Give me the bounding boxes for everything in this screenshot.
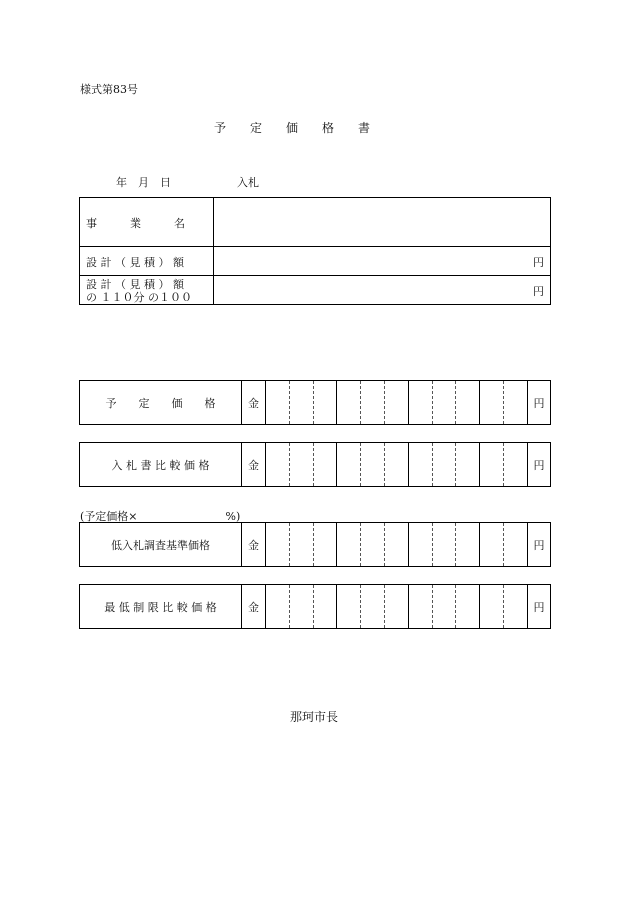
percent-note: (予定価格× %) <box>80 510 241 523</box>
price-box-yen: 円 <box>533 396 545 410</box>
price-box-label: 最 低 制 限 比 較 価 格 <box>80 585 242 628</box>
date-line: 年 月 日 入札 <box>116 176 259 189</box>
digit-cell <box>433 585 457 628</box>
price-box-kin: 金 <box>242 585 266 628</box>
digit-cell <box>480 381 504 424</box>
price-box-yen: 円 <box>533 538 545 552</box>
design-estimate-110-row <box>80 276 550 304</box>
project-name-label-cell <box>80 198 214 246</box>
price-box-yen: 円 <box>533 458 545 472</box>
digit-cell <box>409 585 433 628</box>
digit-cell <box>290 523 314 566</box>
design-estimate-label-cell <box>80 247 214 275</box>
digit-cell <box>504 381 528 424</box>
digit-cell <box>314 523 338 566</box>
digit-cell <box>361 585 385 628</box>
digit-cell <box>314 381 338 424</box>
digit-cell <box>480 523 504 566</box>
digit-cell <box>433 381 457 424</box>
design-estimate-110-label-line2: の １１０分 の１００ <box>86 291 192 304</box>
signer: 那珂市長 <box>290 710 339 724</box>
form-number: 様式第83号 <box>80 83 138 96</box>
digit-cell <box>290 585 314 628</box>
digit-cell <box>480 443 504 486</box>
price-box-kin: 金 <box>242 443 266 486</box>
design-estimate-110-label-line1: 設 計 （ 見 積 ） 額 <box>86 278 184 291</box>
design-estimate-label: 設 計 （ 見 積 ） 額 <box>86 256 184 269</box>
price-box-low-bid-standard <box>79 522 551 567</box>
digit-cell <box>290 381 314 424</box>
digit-cell <box>361 381 385 424</box>
design-estimate-row <box>80 247 550 276</box>
digit-cell <box>409 381 433 424</box>
digit-cell <box>456 523 480 566</box>
digit-cell <box>314 443 338 486</box>
digit-cell <box>266 381 290 424</box>
document-title: 予 定 価 格 書 <box>214 121 371 135</box>
digit-cell <box>504 585 528 628</box>
digit-cell <box>266 443 290 486</box>
digit-cell <box>314 585 338 628</box>
digit-cell <box>337 443 361 486</box>
digit-cell <box>456 443 480 486</box>
digit-cell <box>385 443 409 486</box>
project-name-row <box>80 198 550 247</box>
price-box-kin: 金 <box>242 381 266 424</box>
digit-cell <box>290 443 314 486</box>
digit-cell <box>504 443 528 486</box>
digit-cell <box>385 381 409 424</box>
price-box-label: 入 札 書 比 較 価 格 <box>80 443 242 486</box>
digit-cell <box>409 443 433 486</box>
price-box-label: 予 定 価 格 <box>80 381 242 424</box>
digit-cell <box>433 523 457 566</box>
design-estimate-110-yen: 円 <box>533 285 544 298</box>
price-box-bid-comparison <box>79 442 551 487</box>
price-box-yen: 円 <box>533 600 545 614</box>
digit-cell <box>385 585 409 628</box>
info-table <box>79 197 551 305</box>
digit-cell <box>361 443 385 486</box>
digit-cell <box>409 523 433 566</box>
design-estimate-110-label-cell <box>80 276 214 304</box>
digit-cell <box>456 585 480 628</box>
price-box-label: 低入札調査基準価格 <box>80 523 242 566</box>
design-estimate-yen: 円 <box>533 256 544 269</box>
price-box-kin: 金 <box>242 523 266 566</box>
digit-cell <box>337 585 361 628</box>
digit-cell <box>385 523 409 566</box>
digit-cell <box>361 523 385 566</box>
digit-cell <box>433 443 457 486</box>
digit-cell <box>480 585 504 628</box>
digit-cell <box>266 523 290 566</box>
digit-cell <box>337 381 361 424</box>
digit-cell <box>456 381 480 424</box>
price-box-planned-price <box>79 380 551 425</box>
digit-cell <box>337 523 361 566</box>
price-box-minimum-limit <box>79 584 551 629</box>
digit-cell <box>266 585 290 628</box>
digit-cell <box>504 523 528 566</box>
project-name-label: 事 業 名 <box>86 217 185 230</box>
